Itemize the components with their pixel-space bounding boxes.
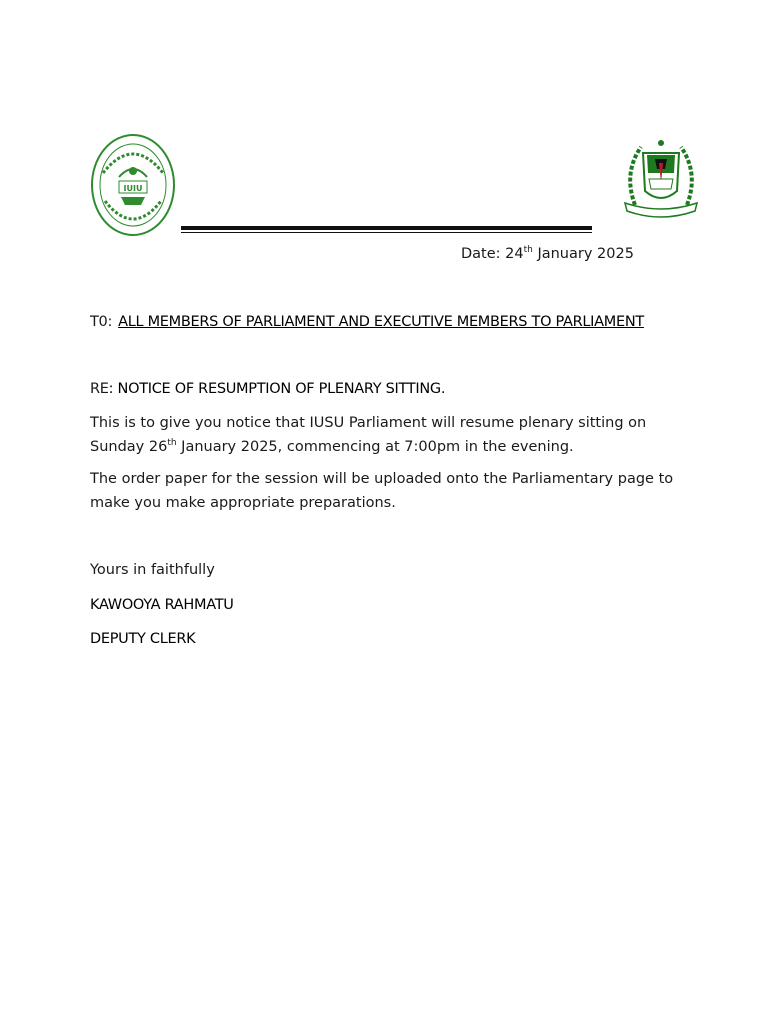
recipient-label: T0: [90, 314, 113, 330]
body-paragraph-1: This is to give you notice that IUSU Parliament will resume plenary sitting on Sunday 26th January 2025, commencing at 7:00pm in the evening. [90, 415, 647, 455]
body-paragraph-2: The order paper for the session will be uploaded onto the Parliamentary page to make you make appropriate preparations. [90, 471, 674, 511]
iusu-university-seal-icon [89, 133, 177, 238]
student-union-crest-icon [617, 133, 705, 225]
recipient-line [90, 310, 644, 334]
header-rule-thick [181, 226, 592, 230]
subject-label: RE [90, 381, 109, 397]
signer-name: KAWOOYA RAHMATU [90, 597, 234, 613]
closing-salutation: Yours in faithfully [90, 562, 215, 578]
signer-title: DEPUTY CLERK [90, 631, 196, 647]
seal-text: IUIU [123, 184, 143, 193]
subject-text: : NOTICE OF RESUMPTION OF PLENARY SITTING. [108, 381, 446, 397]
header-rule-thin [181, 232, 592, 233]
recipient-target: ALL MEMBERS OF PARLIAMENT AND EXECUTIVE MEMBERS TO PARLIAMENT [118, 314, 644, 330]
subject-line [90, 377, 445, 401]
letter-date: Date: 24th January 2025 [461, 245, 634, 262]
